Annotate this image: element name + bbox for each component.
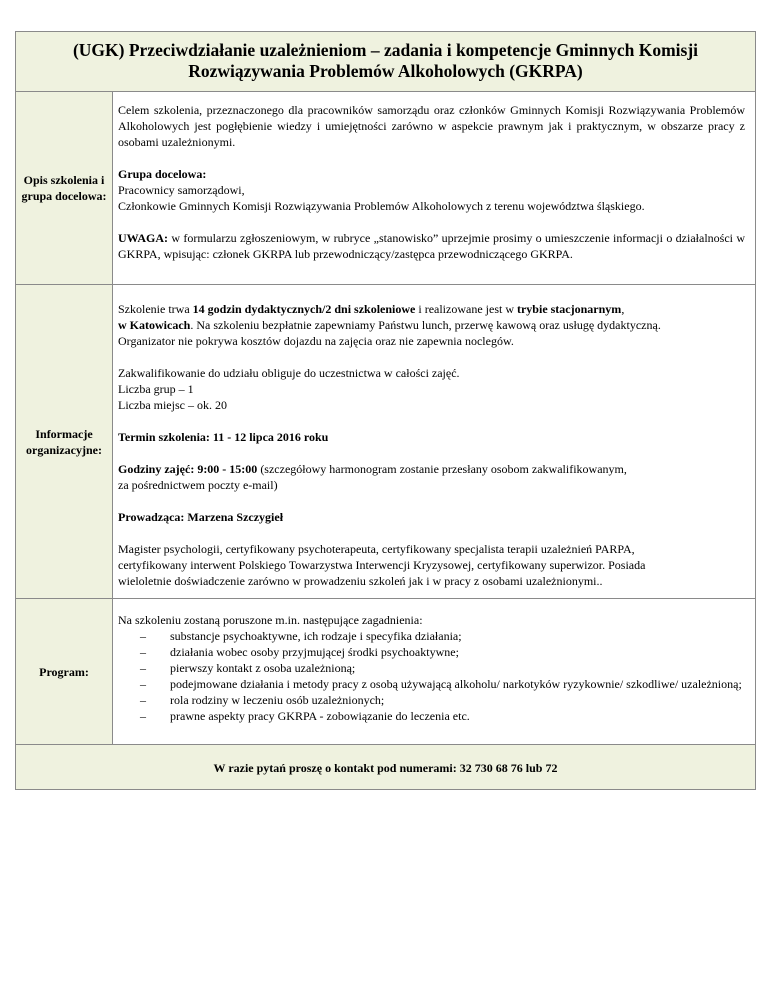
target-group-line-1: Pracownicy samorządowi, [118, 183, 245, 197]
participation-line: Zakwalifikowanie do udziału obliguje do uczestnictwa w całości zajęć. [118, 366, 460, 380]
program-row [16, 599, 755, 745]
footer-row [16, 745, 755, 789]
note-paragraph [118, 230, 745, 262]
program-content [113, 599, 755, 744]
schedule-note: (szczegółowy harmonogram zostanie przesłany osobom zakwalifikowanym, [257, 462, 627, 476]
travel-costs-text: Organizator nie pokrywa kosztów dojazdu na zajęcia oraz nie zapewnia noclegów. [118, 334, 514, 348]
target-group-heading: Grupa docelowa: [118, 167, 207, 181]
program-topic: – rola rodziny w leczeniu osób uzależnionych; [118, 692, 745, 708]
target-group-line-2: Członkowie Gminnych Komisji Rozwiązywania Problemów Alkoholowych z terenu województwa śląskiego. [118, 199, 645, 213]
training-goal-text: Celem szkolenia, przeznaczonego dla pracowników samorządu oraz członków Gminnych Komisji Rozwiązywania Problemów Alkoholowych jest pogłębienie wiedzy i umiejętności zarówno w aspekcie prawnym jak i praktycznym, w obszarze pracy z osobami uzależnionymi. [118, 103, 745, 149]
program-topics-list [118, 628, 745, 724]
training-info-table [15, 31, 756, 790]
title-row [16, 32, 755, 92]
description-content [113, 92, 755, 284]
trainer-name: Prowadząca: Marzena Szczygieł [118, 510, 284, 524]
description-row [16, 92, 755, 285]
organization-row [16, 285, 755, 599]
seats-count-line: Liczba miejsc – ok. 20 [118, 398, 227, 412]
organization-content [113, 285, 755, 598]
program-label: Program: [16, 599, 113, 744]
class-hours: Godziny zajęć: 9:00 - 15:00 [118, 462, 258, 476]
document-title: (UGK) Przeciwdziałanie uzależnieniom – zadania i kompetencje Gminnych Komisji Rozwiązywania Problemów Alkoholowych (GKRPA) [16, 32, 755, 91]
group-count-line: Liczba grup – 1 [118, 382, 194, 396]
note-label: UWAGA: [118, 231, 168, 245]
comma: , [621, 302, 625, 316]
catering-text: . Na szkoleniu bezpłatnie zapewniamy Państwu lunch, przerwę kawową oraz usługę dydaktyczną. [190, 318, 661, 332]
schedule-note-2: za pośrednictwem poczty e-mail) [118, 478, 278, 492]
organization-label: Informacje organizacyjne: [16, 285, 113, 598]
note-text: w formularzu zgłoszeniowym, w rubryce „stanowisko” uprzejmie prosimy o umieszczenie informacji o działalności w GKRPA, wpisując: członek GKRPA lub przewodniczący/zastępca przewodniczącego GKRPA. [118, 231, 745, 261]
program-topic: – substancje psychoaktywne, ich rodzaje i specyfika działania; [118, 628, 745, 644]
duration-text: Szkolenie trwa [118, 302, 193, 316]
program-topic: – podejmowane działania i metody pracy z osobą używającą alkoholu/ narkotyków ryzykownie/ szkodliwe/ uzależnioną; [118, 676, 745, 692]
program-intro: Na szkoleniu zostaną poruszone m.in. następujące zagadnienia: [118, 613, 423, 627]
duration-paragraph [118, 301, 745, 349]
program-topic: – działania wobec osoby przyjmującej środki psychoaktywne; [118, 644, 745, 660]
hours-paragraph [118, 461, 745, 493]
program-topic: – pierwszy kontakt z osoba uzależnioną; [118, 660, 745, 676]
trainer-bio-line-2: certyfikowany interwent Polskiego Towarzystwa Interwencji Kryzysowej, certyfikowany superwizor. Posiada [118, 558, 646, 572]
duration-hours: 14 godzin dydaktycznych/2 dni szkoleniowe [192, 302, 416, 316]
program-topic: – prawne aspekty pracy GKRPA - zobowiązanie do leczenia etc. [118, 708, 745, 724]
trainer-bio-line-1: Magister psychologii, certyfikowany psychoterapeuta, certyfikowany specjalista terapii uzależnień PARPA, [118, 542, 635, 556]
trainer-bio-line-3: wieloletnie doświadczenie zarówno w prowadzeniu szkoleń jak i w pracy z osobami uzależnionymi.. [118, 574, 603, 588]
mode-stationary: trybie stacjonarnym [516, 302, 622, 316]
location-katowice: w Katowicach [118, 318, 191, 332]
contact-info: W razie pytań proszę o kontakt pod numerami: 32 730 68 76 lub 72 [16, 745, 755, 789]
description-label: Opis szkolenia i grupa docelowa: [16, 92, 113, 284]
training-date: Termin szkolenia: 11 - 12 lipca 2016 roku [118, 430, 329, 444]
duration-text-2: i realizowane jest w [415, 302, 517, 316]
